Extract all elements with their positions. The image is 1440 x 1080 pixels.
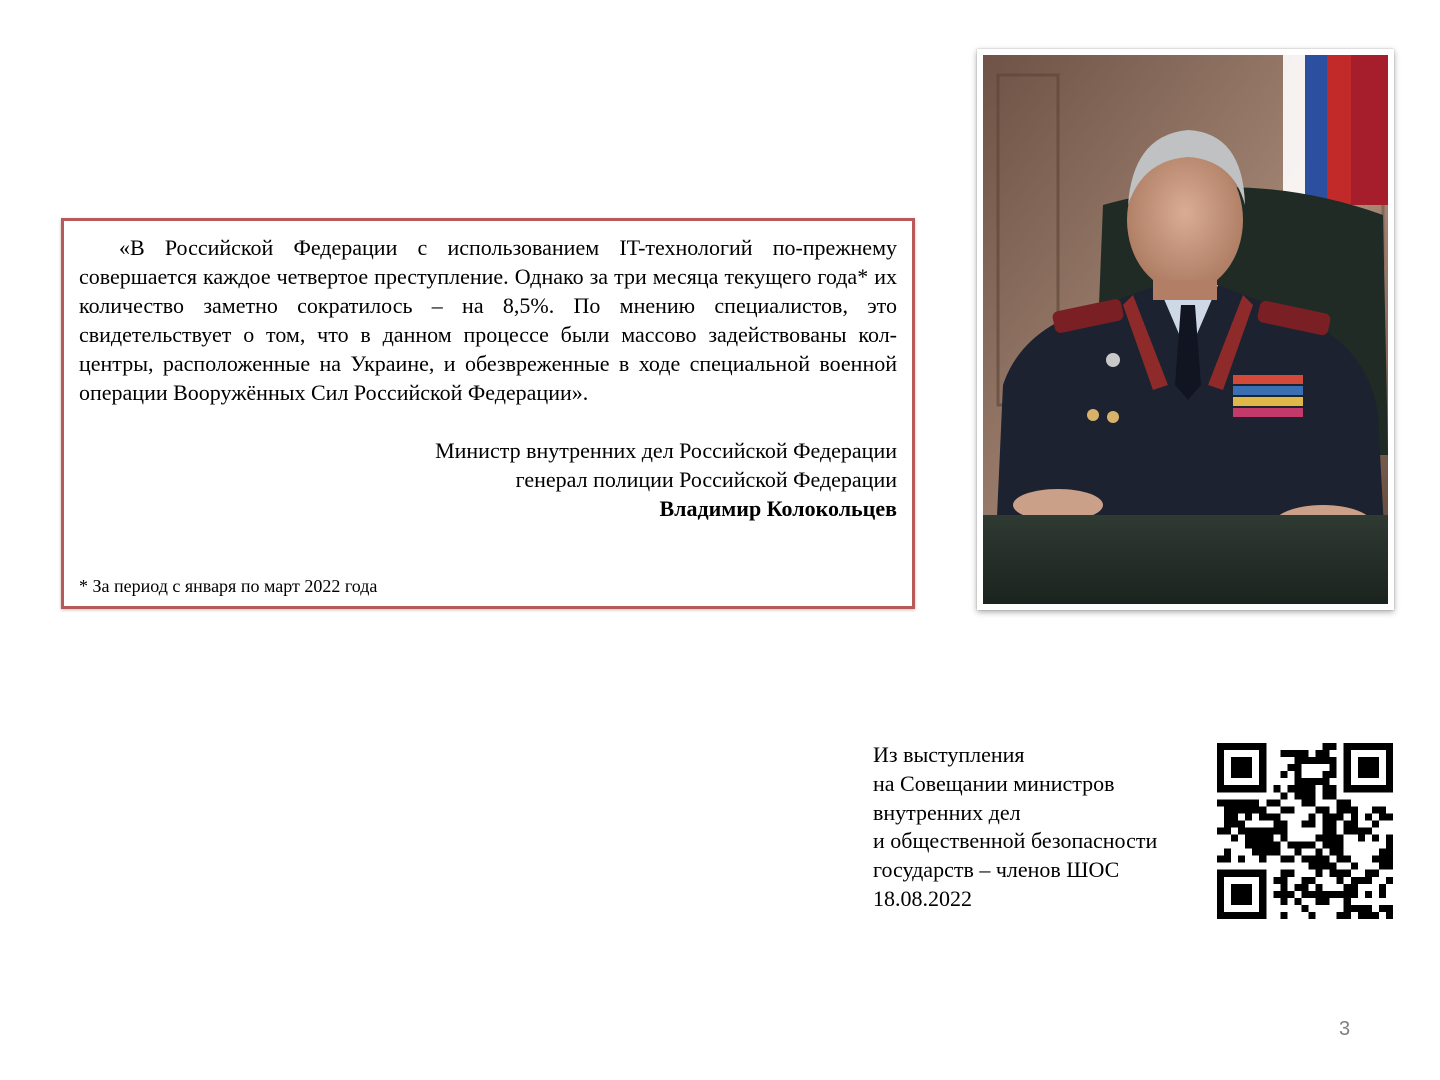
signature-name: Владимир Колокольцев — [659, 496, 897, 522]
source-line: на Совещании министров — [873, 770, 1115, 796]
source-date: 18.08.2022 — [873, 885, 972, 911]
quote-box — [61, 218, 915, 609]
quote-text: «В Российской Федерации с использованием IT-технологий по-прежнему совершается каждое четвертое преступление. Однако за три месяца текущего года* их количество заметно сократилось – на 8,5%. По мнению специалистов, это свидетельствует о том, что в данном процессе были массово задействованы кол-центры, расположенные на Украине, и обезвреженные в ходе специальной военной операции Вооружённых Сил Российской Федерации». — [79, 235, 897, 405]
source-note — [873, 741, 1203, 914]
source-line: и общественной безопасности — [873, 828, 1158, 854]
portrait-image — [983, 55, 1388, 604]
page-number: 3 — [1339, 1018, 1351, 1040]
signature-position: Министр внутренних дел Российской Федерации — [435, 438, 897, 464]
signature — [79, 436, 897, 523]
portrait-photo — [977, 49, 1394, 610]
source-line: государств – членов ШОС — [873, 857, 1120, 883]
qr-code-icon[interactable] — [1215, 743, 1395, 919]
source-line: внутренних дел — [873, 799, 1021, 825]
signature-rank: генерал полиции Российской Федерации — [515, 467, 897, 493]
footnote: * За период с января по март 2022 года — [79, 576, 378, 596]
source-line: Из выступления — [873, 742, 1025, 767]
